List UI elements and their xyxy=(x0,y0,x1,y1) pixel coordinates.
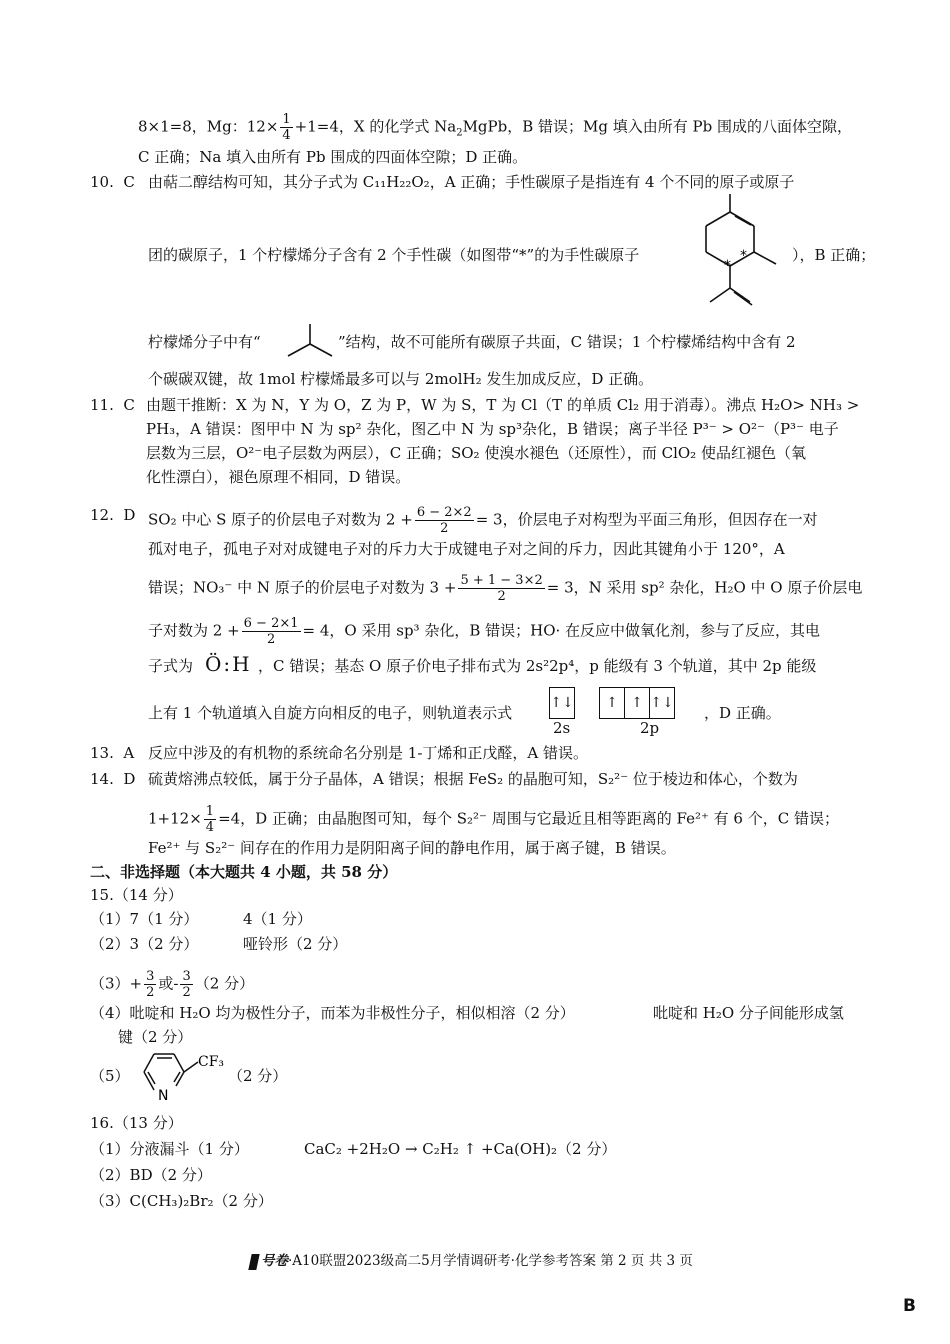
orbital-2s-cell: ↑↓ xyxy=(550,695,574,711)
orbital-2p-cell-2: ↑ xyxy=(625,688,650,718)
q15-part-2a: （2）3（2 分） xyxy=(90,935,199,953)
q12-line-5a: 子式为 xyxy=(148,657,194,675)
page-footer xyxy=(250,1249,693,1270)
footer-logo: 号卷 xyxy=(261,1253,288,1269)
isopropyl-fragment xyxy=(282,318,338,362)
q11-line-1: 由题干推断：X 为 N，Y 为 O，Z 为 P，W 为 S，T 为 Cl（T 的单质 Cl₂ 用于消毒）。沸点 H₂O> NH₃ > xyxy=(146,396,860,414)
q12-line-5b: ，C 错误；基态 O 原子价电子排布式为 2s²2p⁴，p 能级有 3 个轨道，其中 2p 能级 xyxy=(258,657,817,675)
q15-part-2b: 哑铃形（2 分） xyxy=(243,935,348,953)
q10-line-3a: 柠檬烯分子中有“ xyxy=(148,333,261,351)
q12-line-2: 孤对电子，孤电子对对成键电子对的斥力大于成键电子对之间的斥力，因此其键角小于 120°，A xyxy=(148,540,785,558)
q16-part-1b: CaC₂ +2H₂O → C₂H₂ ↑ +Ca(OH)₂（2 分） xyxy=(304,1140,617,1158)
q12-line-4: 子对数为 2 + $\frac{6 - 2\times 1}{2}$ = 4，O 采用 sp³ 杂化，B 错误；HO· 在反应中做氧化剂，参与了反应，其电 xyxy=(148,616,821,647)
q14-line-3: Fe²⁺ 与 S₂²⁻ 间存在的作用力是阴阳离子间的静电作用，属于离子键，B 错误。 xyxy=(148,839,676,857)
orbital-box-2s xyxy=(549,687,575,719)
q9-text-c: MgPb，B 错误；Mg 填入由所有 Pb 围成的八面体空隙， xyxy=(462,117,852,136)
q10-line-1: 由萜二醇结构可知，其分子式为 C₁₁H₂₂O₂，A 正确；手性碳原子是指连有 4 个不同的原子或原子 xyxy=(148,173,795,191)
orbital-2p-cell-3: ↑↓ xyxy=(650,695,674,711)
q10-line-2a: 团的碳原子，1 个柠檬烯分子含有 2 个手性碳（如图带“*”的为手性碳原子 xyxy=(148,246,640,264)
q15-fraction-2: $\frac{3}{2}$ xyxy=(182,969,191,1000)
pyridine-cf3-structure xyxy=(132,1048,227,1104)
q11-line-3: 层数为三层，O²⁻电子层数为两层），C 正确；SO₂ 使溴水褪色（还原性），而 ClO₂ 使品红褪色（氧 xyxy=(146,444,806,462)
q9-text-a: 8×1=8，Mg：12× xyxy=(138,117,279,136)
q14-number: 14. D xyxy=(90,770,136,788)
q15-part-4b: 吡啶和 H₂O 分子间能形成氢 xyxy=(653,1004,844,1022)
q15-heading: 15.（14 分） xyxy=(90,886,183,904)
q12-line-1: SO₂ 中心 S 原子的价层电子对数为 2 + $\frac{6 - 2\times 2}{2}$ = 3，价层电子对构型为平面三角形，但因存在一对 xyxy=(148,505,818,536)
section-2-heading: 二、非选择题（本大题共 4 小题，共 58 分） xyxy=(90,863,398,881)
q15-part-1a: （1）7（1 分） xyxy=(90,910,199,928)
logo-mark-icon xyxy=(248,1254,259,1270)
q12-number: 12. D xyxy=(90,506,136,524)
q9-line-1: 8×1=8，Mg：12× $\frac{1}{4}$ +1=4，X 的化学式 $Na_2MgPb$，B 错误；Mg 填入由所有 Pb 围成的八面体空隙， xyxy=(138,112,852,143)
q14-line-2: 1+12× $\frac{1}{4}$ =4，D 正确；由晶胞图可知，每个 S₂²⁻ 周围与它最近且相等距离的 Fe²⁺ 有 6 个，C 错误； xyxy=(148,804,839,835)
q10-line-3b: ”结构，故不可能所有碳原子共面，C 错误；1 个柠檬烯结构中含有 2 xyxy=(338,333,796,351)
q11-line-4: 化性漂白），褪色原理不相同，D 错误。 xyxy=(146,468,411,486)
q9-line-2: C 正确；Na 填入由所有 Pb 围成的四面体空隙；D 正确。 xyxy=(138,148,528,166)
limonene-structure xyxy=(700,190,790,320)
q11-number: 11. C xyxy=(90,396,135,414)
orbital-box-2p xyxy=(599,687,675,719)
q11-line-2: PH₃，A 错误：图甲中 N 为 sp² 杂化，图乙中 N 为 sp³杂化，B 错误；离子半径 P³⁻ > O²⁻（P³⁻ 电子 xyxy=(146,420,839,438)
q10-number: 10. C xyxy=(90,173,135,191)
q13-line-1: 反应中涉及的有机物的系统命名分别是 1-丁烯和正戊醛，A 错误。 xyxy=(148,744,588,762)
corner-mark: B xyxy=(903,1296,916,1316)
orbital-label-2s: 2s xyxy=(553,719,571,737)
q12-line-6b: ，D 正确。 xyxy=(704,704,781,722)
q15-part-5b: （2 分） xyxy=(228,1067,288,1085)
q15-part-1b: 4（1 分） xyxy=(243,910,312,928)
q16-part-2: （2）BD（2 分） xyxy=(90,1166,212,1184)
q16-part-3: （3）C(CH₃)₂Br₂（2 分） xyxy=(90,1192,273,1210)
q10-line-2b: ），B 正确； xyxy=(792,246,876,264)
chiral-star-1: * xyxy=(740,248,747,264)
q12-fraction-1: $\frac{6 - 2\times 2}{2}$ xyxy=(416,505,472,536)
q13-number: 13. A xyxy=(90,744,135,762)
q12-fraction-3: $\frac{6 - 2\times 1}{2}$ xyxy=(243,616,299,647)
q15-part-4a: （4）吡啶和 H₂O 均为极性分子，而苯为非极性分子，相似相溶（2 分） xyxy=(90,1004,575,1022)
q16-heading: 16.（13 分） xyxy=(90,1114,183,1132)
q15-fraction-1: $\frac{3}{2}$ xyxy=(146,969,155,1000)
q16-part-1a: （1）分液漏斗（1 分） xyxy=(90,1140,249,1158)
cf3-label: CF₃ xyxy=(198,1054,225,1070)
orbital-2p-cell-1: ↑ xyxy=(600,688,625,718)
hydroxyl-electron-formula: Ö:H xyxy=(205,652,252,676)
q10-line-4: 个碳碳双键，故 1mol 柠檬烯最多可以与 2molH₂ 发生加成反应，D 正确。 xyxy=(148,370,654,388)
q14-line-1: 硫黄熔沸点较低，属于分子晶体，A 错误；根据 FeS₂ 的晶胞可知，S₂²⁻ 位于棱边和体心，个数为 xyxy=(148,770,798,788)
chiral-star-2: * xyxy=(724,258,731,274)
q14-fraction: $\frac{1}{4}$ xyxy=(205,804,215,835)
q9-fraction: $\frac{1}{4}$ xyxy=(282,112,291,143)
footer-text: ·A10联盟2023级高二5月学情调研考·化学参考答案 第 2 页 共 3 页 xyxy=(288,1253,693,1269)
q15-part-3: （3）+ $\frac{3}{2}$ 或- $\frac{3}{2}$ （2 分） xyxy=(90,969,255,1000)
q15-part-5a: （5） xyxy=(90,1067,130,1085)
pyridine-n-label: N xyxy=(158,1088,169,1104)
q12-line-3: 错误；NO₃⁻ 中 N 原子的价层电子对数为 3 + $\frac{5 + 1 - 3\times 2}{2}$ = 3，N 采用 sp² 杂化，H₂O 中 O 原子价层电 xyxy=(148,573,863,604)
q12-fraction-2: $\frac{5 + 1 - 3\times 2}{2}$ xyxy=(460,573,543,604)
q9-text-b: +1=4，X 的化学式 Na xyxy=(294,117,457,136)
q15-part-4c: 键（2 分） xyxy=(118,1028,193,1046)
q12-line-6a: 上有 1 个轨道填入自旋方向相反的电子，则轨道表示式 xyxy=(148,704,513,722)
orbital-label-2p: 2p xyxy=(640,719,660,737)
